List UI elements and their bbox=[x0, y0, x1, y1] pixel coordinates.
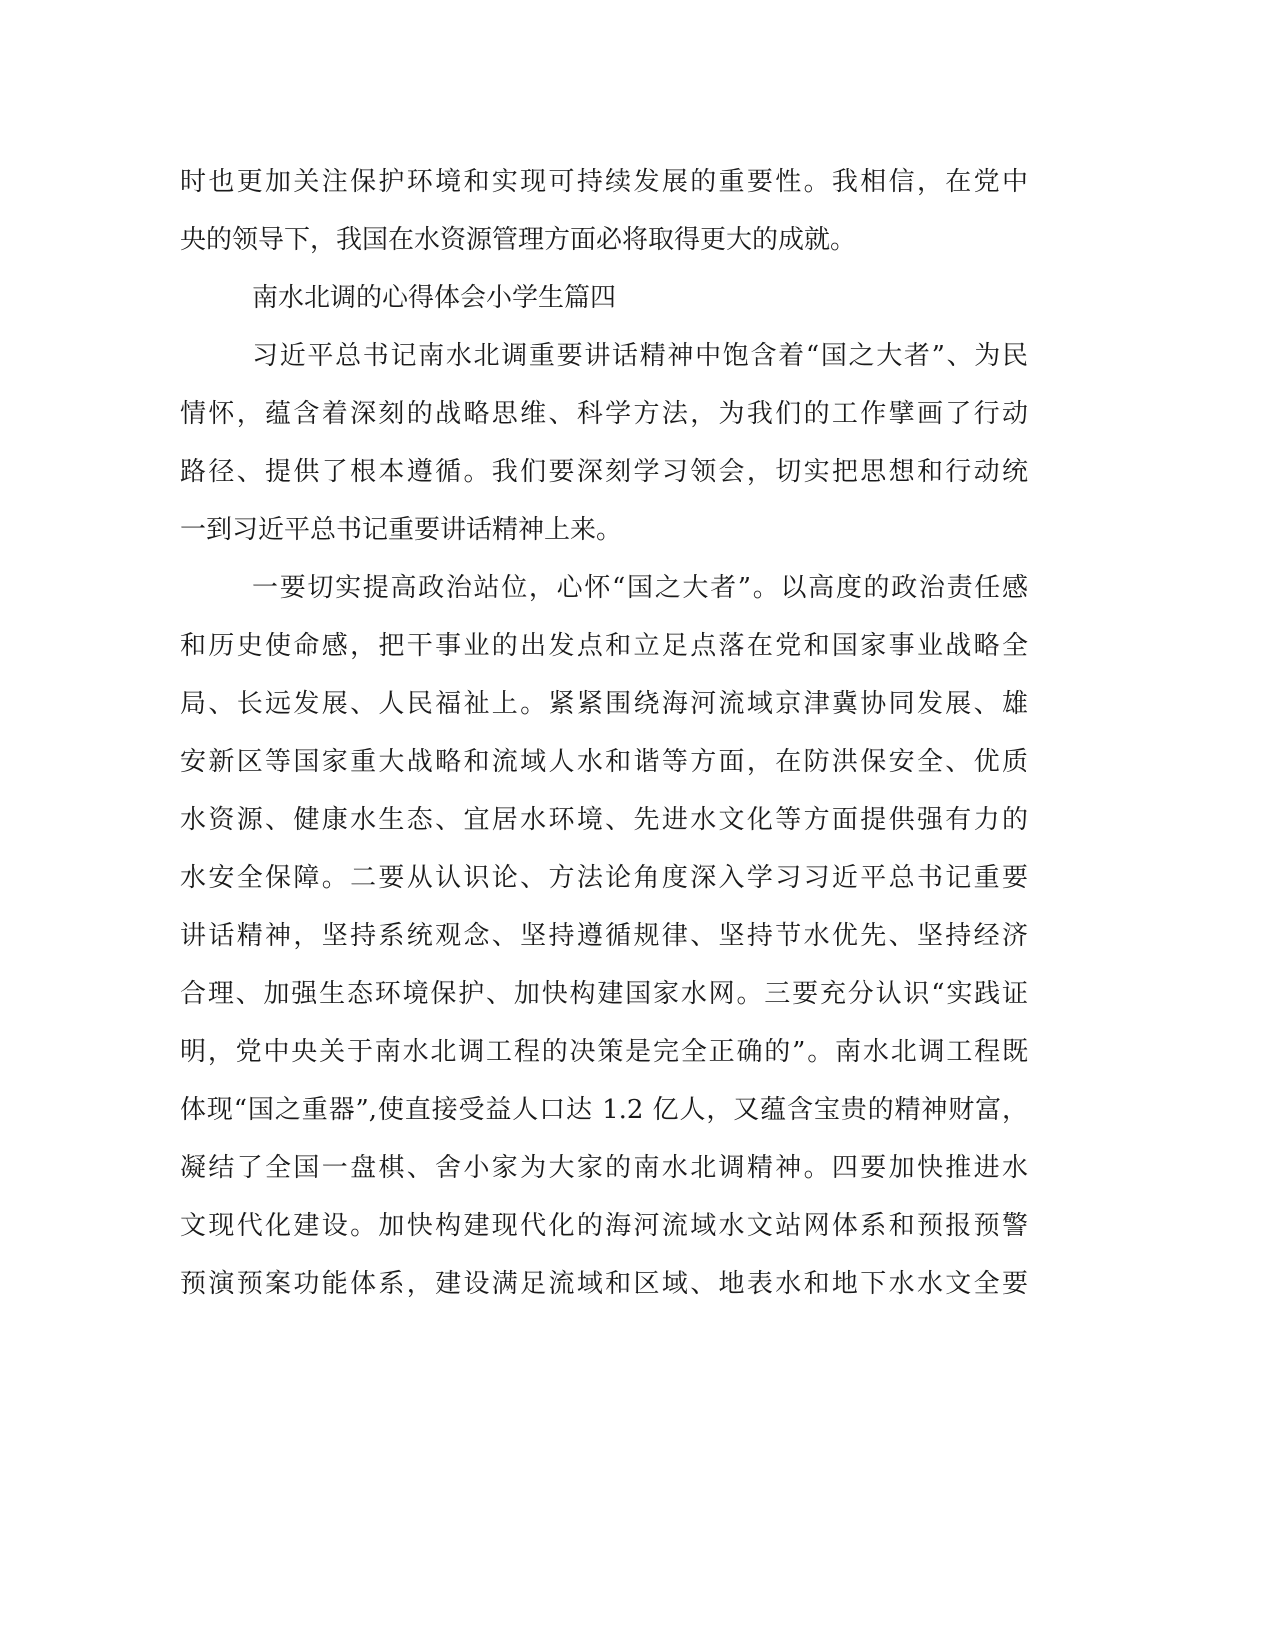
paragraph-line: 明，党中央关于南水北调工程的决策是完全正确的”。南水北调工程既 bbox=[180, 1037, 1028, 1067]
paragraph-line: 安新区等国家重大战略和流域人水和谐等方面，在防洪保安全、优质 bbox=[180, 747, 1028, 777]
paragraph-line: 水安全保障。二要从认识论、方法论角度深入学习习近平总书记重要 bbox=[180, 863, 1028, 893]
paragraph-line: 水资源、健康水生态、宜居水环境、先进水文化等方面提供强有力的 bbox=[180, 805, 1028, 835]
paragraph-line: 时也更加关注保护环境和实现可持续发展的重要性。我相信，在党中 bbox=[180, 167, 1028, 197]
paragraph-line: 合理、加强生态环境保护、加快构建国家水网。三要充分认识“实践证 bbox=[180, 979, 1028, 1009]
paragraph-line: 情怀，蕴含着深刻的战略思维、科学方法，为我们的工作擘画了行动 bbox=[180, 399, 1028, 429]
paragraph-line: 局、长远发展、人民福祉上。紧紧围绕海河流域京津冀协同发展、雄 bbox=[180, 689, 1028, 719]
paragraph-line: 路径、提供了根本遵循。我们要深刻学习领会，切实把思想和行动统 bbox=[180, 457, 1028, 487]
paragraph-line: 预演预案功能体系，建设满足流域和区域、地表水和地下水水文全要 bbox=[180, 1269, 1028, 1299]
paragraph-line: 文现代化建设。加快构建现代化的海河流域水文站网体系和预报预警 bbox=[180, 1211, 1028, 1241]
paragraph-line: 央的领导下，我国在水资源管理方面必将取得更大的成就。 bbox=[180, 225, 857, 255]
paragraph-line: 和历史使命感，把干事业的出发点和立足点落在党和国家事业战略全 bbox=[180, 631, 1028, 661]
paragraph-line: 习近平总书记南水北调重要讲话精神中饱含着“国之大者”、为民 bbox=[252, 341, 1028, 371]
paragraph-line: 凝结了全国一盘棋、舍小家为大家的南水北调精神。四要加快推进水 bbox=[180, 1153, 1028, 1183]
paragraph-line: 一要切实提高政治站位，心怀“国之大者”。以高度的政治责任感 bbox=[252, 573, 1028, 603]
paragraph-line: 讲话精神，坚持系统观念、坚持遵循规律、坚持节水优先、坚持经济 bbox=[180, 921, 1028, 951]
paragraph-line: 体现“国之重器”,使直接受益人口达 1.2 亿人，又蕴含宝贵的精神财富， bbox=[180, 1095, 1028, 1125]
section-heading: 南水北调的心得体会小学生篇四 bbox=[252, 283, 617, 313]
paragraph-line: 一到习近平总书记重要讲话精神上来。 bbox=[180, 515, 623, 545]
